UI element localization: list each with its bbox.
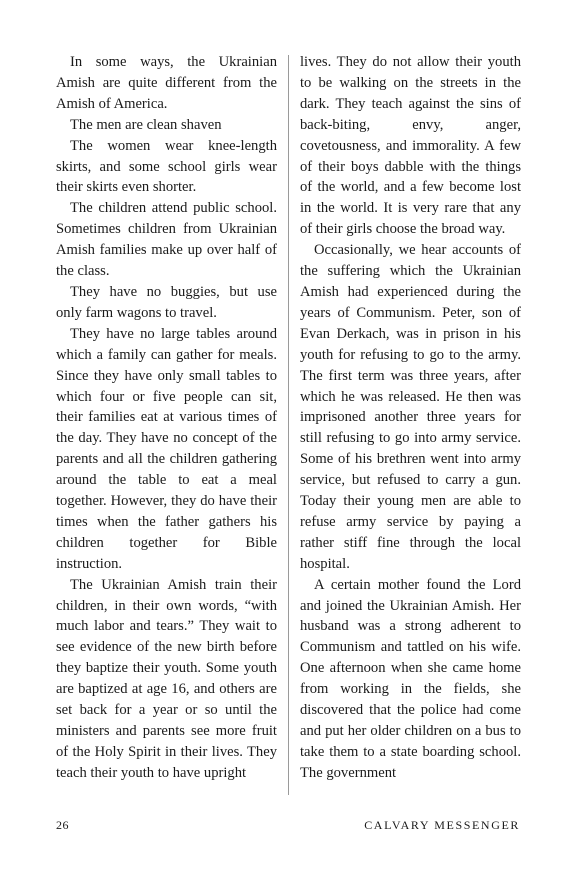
left-column [56, 52, 277, 784]
paragraph: They have no buggies, but use only farm wagons to travel. [56, 283, 277, 321]
paragraph: The men are clean shaven [70, 116, 222, 133]
paragraph: In some ways, the Ukrainian Amish are quite different from the Amish of America. [56, 54, 277, 112]
paragraph: They have no large tables around which a family can gather for meals. Since they have only small tables to which four or five people can sit, their families eat at various times of the day. They have no concept of the parents and all the children gathering around the table to eat a meal together. However, they do have their times when the father gathers his children together for Bible instruction. [56, 325, 277, 572]
paragraph-continuation: lives. They do not allow their youth to be walking on the streets in the dark. They teach against the sins of back-biting, envy, anger, covetousness, and immorality. A few of their boys dabble with the things of the world, and a few become lost in the world. It is very rare that any of their girls choose the broad way. [300, 54, 521, 238]
publication-title: CALVARY MESSENGER [364, 818, 520, 832]
right-column [300, 52, 521, 784]
paragraph: The women wear knee-length skirts, and some school girls wear their skirts even shorter. [56, 137, 277, 196]
paragraph: Occasionally, we hear accounts of the suffering which the Ukrainian Amish had experienced during the years of Communism. Peter, son of Evan Derkach, was in prison in his youth for refusing to go to the army. The first term was three years, after which he was released. He then was imprisoned another three years for still refusing to go into army service. Some of his brethren went into army service, but refused to carry a gun. Today their young men are able to refuse army service by paying a rather stiff fine through the local hospital. [300, 242, 521, 572]
page-number: 26 [56, 818, 69, 832]
paragraph: The children attend public school. Sometimes children from Ukrainian Amish families make up over half of the class. [56, 200, 277, 280]
paragraph: The Ukrainian Amish train their children, in their own words, “with much labor and tears.” They wait to see evidence of the new birth before they baptize their youth. Some youth are baptized at age 16, and others are set back for a year or so until the ministers and parents see more fruit of the Holy Spirit in their lives. They teach their youth to have upright [56, 576, 277, 781]
paragraph: A certain mother found the Lord and joined the Ukrainian Amish. Her husband was a strong adherent to Communism and tattled on his wife. One afternoon when she came home from working in the fields, she discovered that the police had come and put her older children on a bus to take them to a state boarding school. The government [300, 576, 521, 781]
column-divider [288, 55, 289, 795]
